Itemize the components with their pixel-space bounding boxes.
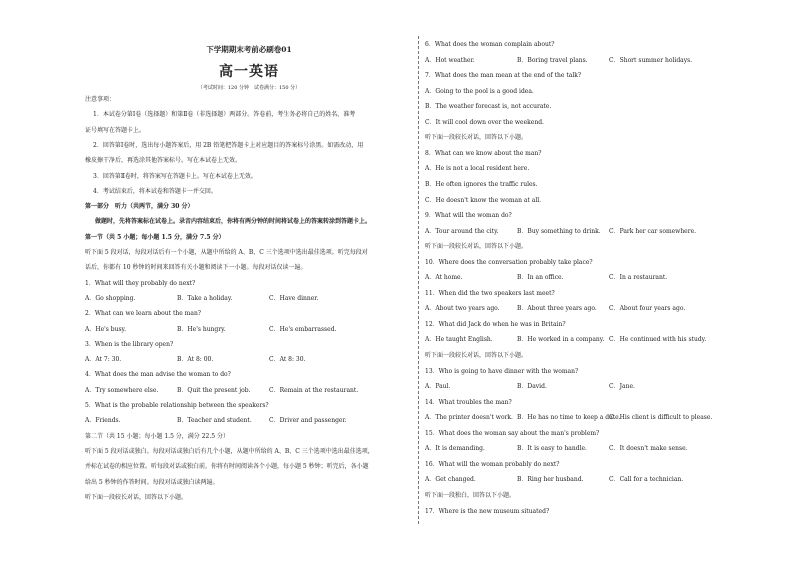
answer-option: C．At 8: 30. bbox=[269, 356, 306, 364]
question-line: A．Going to the pool is a good idea. bbox=[425, 87, 534, 95]
answer-option: B．In an office. bbox=[517, 274, 564, 282]
notice-line: 橡皮擦干净后，再选涂其他答案标号。写在本试卷上无效。 bbox=[85, 157, 242, 165]
answer-option: A．He taught English. bbox=[425, 336, 493, 344]
question-line: 15．What does the woman say about the man's problem? bbox=[425, 429, 600, 437]
question-line: 17．Where is the new museum situated? bbox=[425, 507, 550, 515]
answer-option: C．He's embarrassed. bbox=[269, 325, 337, 333]
answer-option: A．At home. bbox=[425, 274, 463, 282]
answer-option: B．Ring her husband. bbox=[517, 476, 584, 484]
question-line: 听下面一段较长对话，回答以下小题。 bbox=[425, 134, 528, 142]
answer-option: C．Driver and passenger. bbox=[269, 417, 347, 425]
answer-option: B．Teacher and student. bbox=[177, 417, 252, 425]
question-line: 听下面一段独白，回答以下小题。 bbox=[425, 491, 516, 499]
answer-option: C．Call for a technician. bbox=[609, 476, 684, 484]
answer-option: C．Jane. bbox=[609, 383, 635, 391]
answer-option: A．Hot weather. bbox=[425, 56, 475, 64]
answer-option: C．Have dinner. bbox=[269, 294, 319, 302]
exam-series-title: 下学期期末考前必刷卷01 bbox=[206, 45, 292, 54]
notice-line: 4．考试结束后，将本试卷和答题卡一并交回。 bbox=[93, 187, 217, 195]
answer-option: B．He's hungry. bbox=[177, 325, 226, 333]
answer-option: A．About two years ago. bbox=[425, 305, 500, 313]
notice-heading: 注意事项： bbox=[85, 96, 116, 103]
answer-option: B．Take a holiday. bbox=[177, 294, 233, 302]
question-line: C．He doesn't know the woman at all. bbox=[425, 196, 542, 204]
answer-option: B．About three years ago. bbox=[517, 305, 597, 313]
question-line: 11．When did the two speakers last meet? bbox=[425, 289, 555, 297]
part-instruction: 做题时，先将答案标在试卷上。录音内容结束后，你将有两分钟的时间将试卷上的答案转涂到答题卡上。 bbox=[95, 218, 372, 226]
answer-option: C．In a restaurant. bbox=[609, 274, 668, 282]
answer-option: B．It is easy to handle. bbox=[517, 445, 587, 453]
answer-option: C．His client is difficult to please. bbox=[609, 414, 713, 422]
question-text: 2．What can we learn about the man? bbox=[85, 310, 202, 318]
section-heading: 第一节（共 5 小题；每小题 1.5 分，满分 7.5 分） bbox=[85, 233, 225, 241]
section-instruction: 并标在试卷的相应位置。听每段对话或独白前，你将有时间阅读各个小题，每小题 5 秒钟；听完后，各小题 bbox=[85, 463, 369, 471]
exam-time-info: （考试时间：120 分钟 试卷满分：150 分） bbox=[197, 85, 301, 91]
section-heading: 第二节（共 15 小题；每小题 1.5 分，满分 22.5 分） bbox=[85, 432, 229, 440]
answer-option: C．Remain at the restaurant. bbox=[269, 386, 359, 394]
exam-subject-title: 高一英语 bbox=[219, 64, 279, 80]
question-text: 3．When is the library open? bbox=[85, 340, 174, 348]
question-line: A．He is not a local resident here. bbox=[425, 165, 530, 173]
question-line: B．The weather forecast is, not accurate. bbox=[425, 103, 552, 111]
question-line: 10．Where does the conversation probably take place? bbox=[425, 258, 593, 266]
answer-option: A．Try somewhere else. bbox=[85, 386, 159, 394]
section-instruction: 听下面 5 段对话或独白。每段对话或独白后有几个小题，从题中所给的 A、B、C 三个选项中选出最佳选项， bbox=[85, 447, 374, 455]
notice-line: 3．回答第Ⅱ卷时，将答案写在答题卡上。写在本试卷上无效。 bbox=[93, 172, 257, 180]
answer-option: B．He has no time to keep a date. bbox=[517, 414, 621, 422]
notice-line: 证号填写在答题卡上。 bbox=[85, 126, 146, 134]
answer-option: C．Short summer holidays. bbox=[609, 56, 693, 64]
answer-option: C．It doesn't make sense. bbox=[609, 445, 688, 453]
notice-line: 1．本试卷分第Ⅰ卷（选择题）和第Ⅱ卷（非选择题）两部分。答卷前，考生务必将自己的姓名、准考 bbox=[93, 111, 356, 119]
question-line: 8．What can we know about the man? bbox=[425, 149, 542, 157]
answer-option: A．He's busy. bbox=[85, 325, 127, 333]
answer-option: B．At 8: 00. bbox=[177, 356, 214, 364]
column-divider bbox=[418, 36, 419, 524]
answer-option: B．Boring travel plans. bbox=[517, 56, 588, 64]
answer-option: A．At 7: 30. bbox=[85, 356, 122, 364]
answer-option: A．It is demanding. bbox=[425, 445, 485, 453]
question-line: B．He often ignores the traffic rules. bbox=[425, 180, 538, 188]
section-instruction: 听下面 5 段对话，每段对话后有一个小题，从题中所给的 A、B、C 三个选项中选出最佳选项。听完每段对 bbox=[85, 249, 368, 256]
question-line: 6．What does the woman complain about? bbox=[425, 41, 555, 48]
section-instruction: 给出 5 秒钟的作答时间。每段对话或独白读两遍。 bbox=[85, 478, 219, 486]
answer-option: A．Tour around the city. bbox=[425, 227, 499, 235]
question-line: 7．What does the man mean at the end of the talk? bbox=[425, 72, 582, 80]
answer-option: C．Park her car somewhere. bbox=[609, 227, 697, 235]
answer-option: B．He worked in a company. bbox=[517, 336, 605, 344]
section-instruction: 听下面一段较长对话，回答以下小题。 bbox=[85, 493, 188, 501]
answer-option: A．Get changed. bbox=[425, 476, 476, 484]
section-instruction: 话后，你都有 10 秒钟的时间来回答有关小题和阅读下一小题。每段对话仅读一遍。 bbox=[85, 264, 307, 272]
answer-option: C．He continued with his study. bbox=[609, 336, 707, 344]
answer-option: A．Friends. bbox=[85, 417, 121, 425]
question-line: 听下面一段较长对话，回答以下小题。 bbox=[425, 243, 528, 251]
question-line: 13．Who is going to have dinner with the woman? bbox=[425, 367, 579, 375]
question-line: 9．What will the woman do? bbox=[425, 212, 512, 220]
part-heading: 第一部分 听力（共两节，满分 30 分） bbox=[85, 203, 194, 211]
question-text: 1．What will they probably do next? bbox=[85, 279, 196, 287]
answer-option: C．About four years ago. bbox=[609, 305, 686, 313]
notice-line: 2．回答第Ⅰ卷时，选出每小题答案后，用 2B 铅笔把答题卡上对应题目的答案标号涂黑。如需改动，用 bbox=[93, 141, 364, 149]
answer-option: A．Go shopping. bbox=[85, 294, 136, 302]
question-text: 5．What is the probable relationship between the speakers? bbox=[85, 402, 269, 409]
question-line: 16．What will the woman probably do next? bbox=[425, 460, 560, 468]
answer-option: B．Quit the present job. bbox=[177, 386, 251, 394]
question-line: 12．What did Jack do when he was in Britain? bbox=[425, 320, 566, 328]
question-line: C．It will cool down over the weekend. bbox=[425, 118, 544, 126]
answer-option: A．Paul. bbox=[425, 383, 451, 391]
answer-option: B．Buy something to drink. bbox=[517, 227, 601, 235]
answer-option: B．David. bbox=[517, 383, 547, 391]
question-line: 14．What troubles the man? bbox=[425, 398, 512, 406]
question-text: 4．What does the man advise the woman to do? bbox=[85, 371, 231, 379]
answer-option: A．The printer doesn't work. bbox=[425, 414, 513, 422]
question-line: 听下面一段较长对话，回答以下小题。 bbox=[425, 352, 528, 359]
